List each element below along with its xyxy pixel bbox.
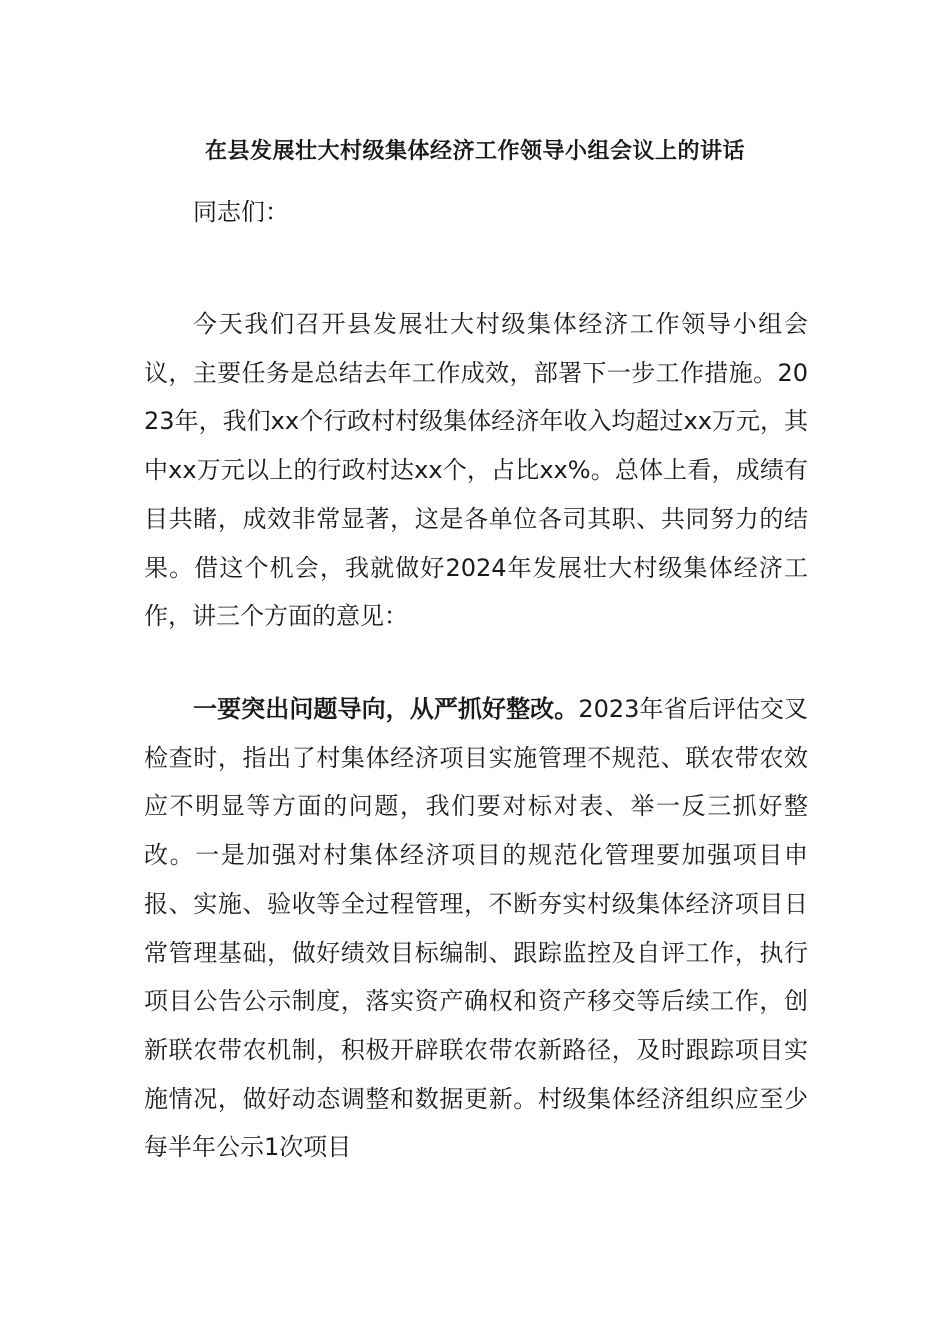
document-title: 在县发展壮大村级集体经济工作领导小组会议上的讲话	[204, 139, 745, 164]
paragraph-body-text: 2023年省后评估交叉检查时，指出了村集体经济项目实施管理不规范、联农带农效应不明显等方面的问题，我们要对标对表、举一反三抓好整改。一是加强对村集体经济项目的规范化管理要加强项目申报、实施、验收等全过程管理，不断夯实村级集体经济项目日常管理基础，做好绩效目标编制、跟踪监控及自评工作，执行项目公告公示制度，落实资产确权和资产移交等后续工作，创新联农带农机制，积极开辟联农带农新路径，及时跟踪项目实施情况，做好动态调整和数据更新。村级集体经济组织应至少每半年公示1次项目	[144, 695, 809, 1162]
body-paragraph-1: 今天我们召开县发展壮大村级集体经济工作领导小组会议，主要任务是总结去年工作成效，部署下一步工作措施。2023年，我们xx个行政村村级集体经济年收入均超过xx万元，其中xx万元以上的行政村达xx个，占比xx%。总体上看，成绩有目共睹，成效非常显著，这是各单位各司其职、共同努力的结果。借这个机会，我就做好2024年发展壮大村级集体经济工作，讲三个方面的意见：	[144, 310, 808, 631]
body-paragraph-2	[144, 685, 808, 1172]
paragraph-lead-heading: 一要突出问题导向，从严抓好整改。	[193, 695, 579, 723]
greeting-paragraph: 同志们：	[193, 198, 289, 226]
